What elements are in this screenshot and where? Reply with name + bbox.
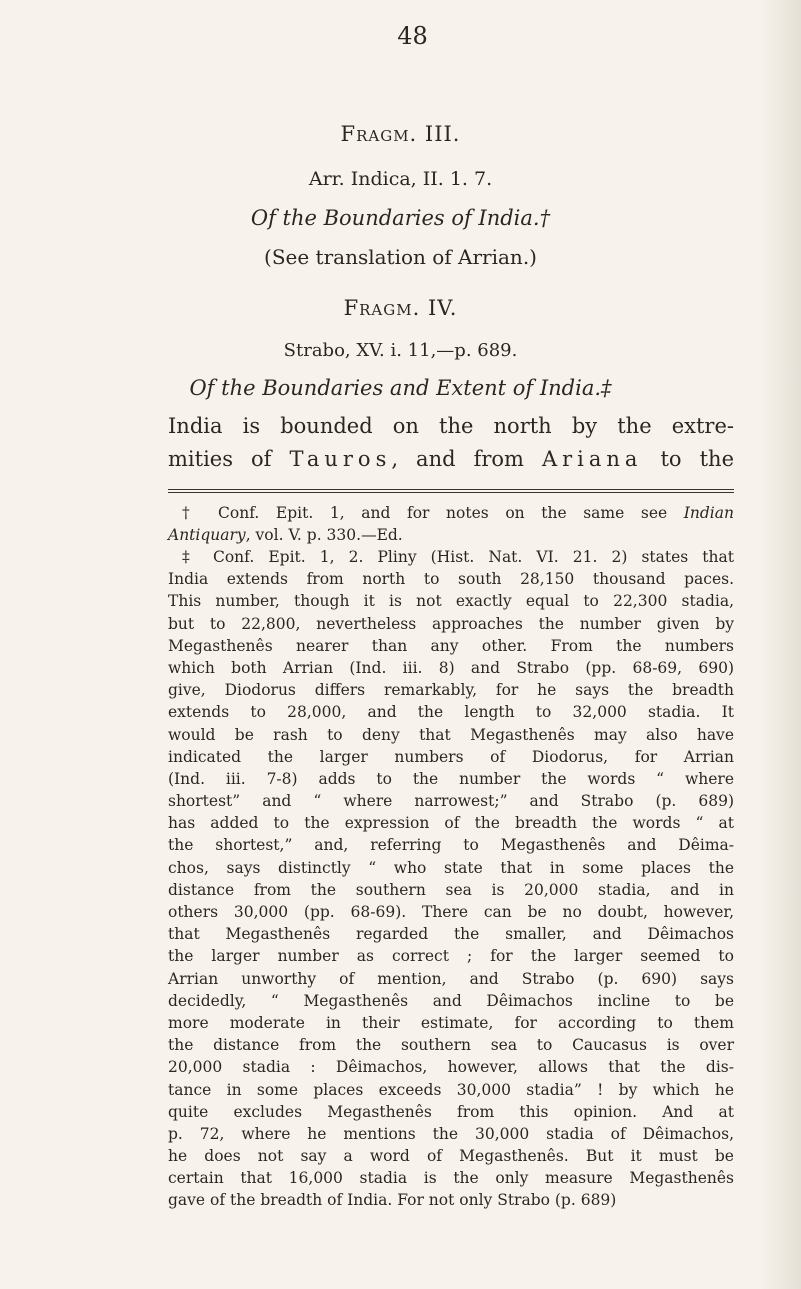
footnote-double-dagger (168, 546, 734, 1212)
footnote-line (168, 524, 734, 546)
footnote-line: This number, though it is not exactly equal to 22,300 stadia, (168, 592, 734, 611)
footnote-line: p. 72, where he mentions the 30,000 stadia of Dêimachos, (168, 1124, 734, 1143)
ariana-word: Ariana (541, 447, 643, 471)
body-text-segment: to the (642, 447, 734, 471)
footnote-italic: Indian (683, 504, 734, 522)
fragment-3-reference: Arr. Indica, II. 1. 7. (308, 168, 493, 190)
fragment-3-heading: Fragm. III. (340, 122, 461, 146)
footnote-rule-top (168, 489, 734, 490)
footnote-line: chos, says distinctly “ who state that in some places the (168, 858, 734, 877)
footnote-line: but to 22,800, nevertheless approaches the number given by (168, 614, 734, 633)
body-text-segment: mities of (168, 447, 290, 471)
footnote-line: extends to 28,000, and the length to 32,000 stadia. It (168, 703, 734, 722)
footnote-line: that Megasthenês regarded the smaller, and Dêimachos (168, 925, 734, 944)
footnote-line: would be rash to deny that Megasthenês may also have (168, 725, 734, 744)
footnote-line: more moderate in their estimate, for according to them (168, 1013, 734, 1032)
fragment-4-reference: Strabo, XV. i. 11,—p. 689. (283, 340, 518, 361)
page-edge-shadow (759, 0, 801, 1289)
footnote-line: certain that 16,000 stadia is the only measure Megasthenês (168, 1169, 734, 1188)
footnote-line: shortest” and “ where narrowest;” and Strabo (p. 689) (168, 792, 734, 811)
footnote-line: distance from the southern sea is 20,000 stadia, and in (168, 880, 734, 899)
footnote-line: others 30,000 (pp. 68-69). There can be no doubt, however, (168, 903, 734, 921)
footnote-line: gave of the breadth of India. For not only Strabo (p. 689) (168, 1191, 617, 1210)
body-text-line-2 (168, 447, 734, 471)
footnote-line: has added to the expression of the breadth the words “ at (168, 814, 734, 833)
fragment-4-title: Of the Boundaries and Extent of India.‡ (189, 376, 612, 400)
footnote-line: he does not say a word of Megasthenês. But it must be (168, 1147, 734, 1166)
footnote-line: give, Diodorus differs remarkably, for he says the breadth (168, 681, 734, 700)
footnote-line: indicated the larger numbers of Diodorus, for Arrian (168, 747, 734, 766)
footnote-text: , vol. V. p. 330.—Ed. (245, 526, 403, 545)
footnote-line: tance in some places exceeds 30,000 stadia” ! by which he (168, 1080, 734, 1099)
footnote-italic: Antiquary (168, 526, 246, 545)
fragment-4-heading: Fragm. IV. (343, 296, 458, 320)
footnote-line: Arrian unworthy of mention, and Strabo (p. 690) says (168, 969, 734, 988)
footnote-line: which both Arrian (Ind. iii. 8) and Strabo (pp. 68-69, 690) (168, 658, 734, 677)
footnote-line: India extends from north to south 28,150 thousand paces. (168, 570, 734, 589)
footnote-line: the larger number as correct ; for the larger seemed to (168, 947, 734, 966)
fragment-3-note: (See translation of Arrian.) (264, 245, 537, 269)
fragment-3-title: Of the Boundaries of India.† (250, 206, 551, 230)
body-text-segment: , and from (391, 447, 542, 471)
footnote-line: 20,000 stadia : Dêimachos, however, allows that the dis- (168, 1058, 734, 1077)
footnote-line: (Ind. iii. 7-8) adds to the number the words “ where (168, 769, 734, 788)
footnote-line: ‡ Conf. Epit. 1, 2. Pliny (Hist. Nat. VI. 21. 2) states that (182, 548, 734, 566)
page-number: 48 (397, 22, 428, 50)
tauros-word: Tauros (289, 447, 392, 471)
footnote-line (168, 502, 734, 524)
footnote-dagger (168, 502, 734, 546)
footnote-line: quite excludes Megasthenês from this opinion. And at (168, 1102, 734, 1121)
footnote-rule-bottom (168, 492, 734, 493)
footnote-line: decidedly, “ Megasthenês and Dêimachos incline to be (168, 991, 734, 1010)
footnote-line: the distance from the southern sea to Caucasus is over (168, 1036, 734, 1055)
footnote-line: the shortest,” and, referring to Megasthenês and Dêima- (168, 836, 734, 855)
body-text-line-1: India is bounded on the north by the extre- (168, 414, 734, 438)
footnote-line: Megasthenês nearer than any other. From the numbers (168, 636, 734, 655)
footnote-text: † Conf. Epit. 1, and for notes on the same see (182, 504, 684, 522)
